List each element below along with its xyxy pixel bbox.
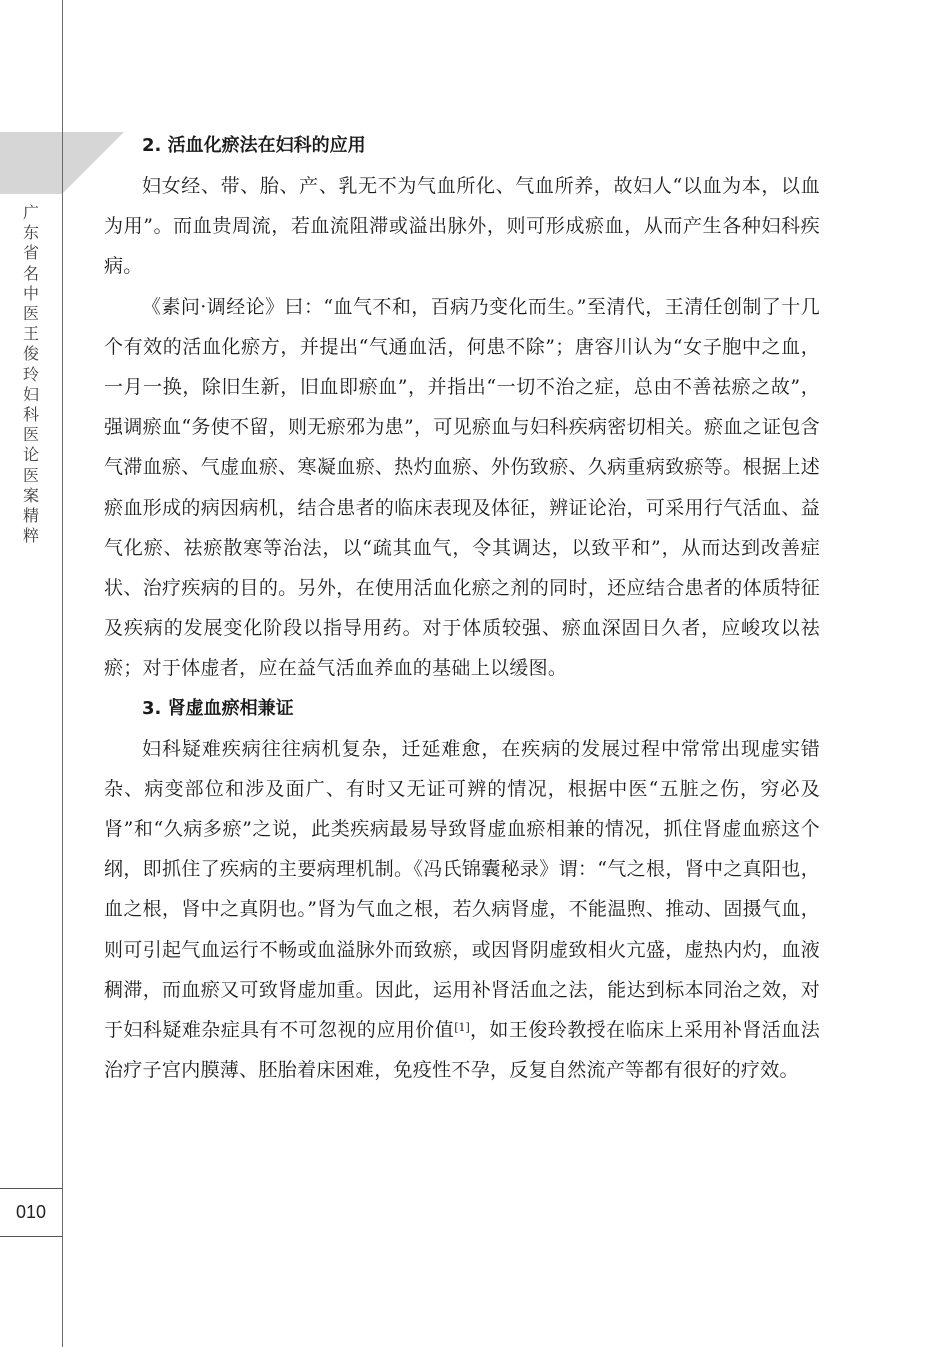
margin-rule [62,0,63,1347]
paragraph: 妇女经、带、胎、产、乳无不为气血所化、气血所养，故妇人“以血为本，以血为用”。而血贵周流，若血流阻滞或溢出脉外，则可形成瘀血，从而产生各种妇科疾病。 [104,175,820,278]
left-margin [0,0,62,1347]
page-body [104,126,820,1090]
page-number: 010 [15,1202,47,1222]
folio-divider-top [0,1188,62,1189]
section-heading-3: 3. 肾虚血瘀相兼证 [142,697,294,719]
section-tab-decoration [0,132,62,194]
running-title: 广东省名中医王俊玲妇科医论医案精粹 [22,203,39,546]
paragraph-text: 妇科疑难疾病往往病机复杂，迁延难愈，在疾病的发展过程中常常出现虚实错杂、病变部位和涉及面广、有时又无证可辨的情况，根据中医“五脏之伤，穷必及肾”和“久病多瘀”之说，此类疾病最易导致肾虚血瘀相兼的情况，抓住肾虚血瘀这个纲，即抓住了疾病的主要病理机制。《冯氏锦囊秘录》谓：“气之根，肾中之真阳也，血之根，肾中之真阴也。”肾为气血之根，若久病肾虚，不能温煦、推动、固摄气血，则可引起气血运行不畅或血溢脉外而致瘀，或因肾阴虚致相火亢盛，虚热内灼，血液稠滞，而血瘀又可致肾虚加重。因此，运用补肾活血之法，能达到标本同治之效，对于妇科疑难杂症具有不可忽视的应用价值 [104,737,820,1042]
citation-reference[interactable]: [1] [454,1021,470,1035]
folio-divider-bottom [0,1236,62,1237]
paragraph [104,729,820,1091]
section-heading-2: 2. 活血化瘀法在妇科的应用 [142,135,366,156]
paragraph: 《素问·调经论》曰：“血气不和，百病乃变化而生。”至清代，王清任创制了十几个有效的活血化瘀方，并提出“气通血活，何患不除”；唐容川认为“女子胞中之血，一月一换，除旧生新，旧血即瘀血”，并指出“一切不治之症，总由不善祛瘀之故”，强调瘀血“务使不留，则无瘀邪为患”，可见瘀血与妇科疾病密切相关。瘀血之证包含气滞血瘀、气虚血瘀、寒凝血瘀、热灼血瘀、外伤致瘀、久病重病致瘀等。根据上述瘀血形成的病因病机，结合患者的临床表现及体征，辨证论治，可采用行气活血、益气化瘀、祛瘀散寒等治法，以“疏其血气，令其调达，以致平和”，从而达到改善症状、治疗疾病的目的。另外，在使用活血化瘀之剂的同时，还应结合患者的体质特征及疾病的发展变化阶段以指导用药。对于体质较强、瘀血深固日久者，应峻攻以祛瘀；对于体虚者，应在益气活血养血的基础上以缓图。 [104,295,820,680]
paragraph-text: ，如王俊玲教授在临床上采用补肾活血法治疗子宫内膜薄、胚胎着床困难，免疫性不孕，反复自然流产等都有很好的疗效。 [104,1019,820,1082]
